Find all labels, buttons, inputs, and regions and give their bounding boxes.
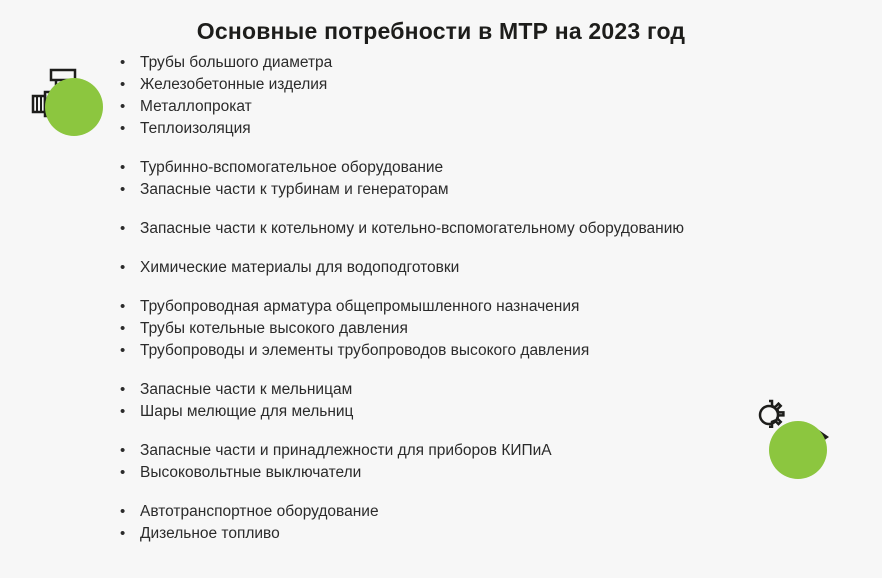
list-item-label: Шары мелющие для мельниц <box>140 403 354 420</box>
list-item-label: Автотранспортное оборудование <box>140 503 379 520</box>
bullet-marker: • <box>120 525 126 542</box>
bullet-marker: • <box>120 342 126 359</box>
bullet-marker: • <box>120 120 126 137</box>
bullet-marker: • <box>120 76 126 93</box>
list-item <box>112 157 872 178</box>
bullet-group <box>112 501 872 544</box>
list-item-label: Запасные части к котельному и котельно-вспомогательному оборудованию <box>140 220 685 237</box>
list-item-label: Запасные части и принадлежности для приборов КИПиА <box>140 442 552 459</box>
list-item <box>112 96 872 117</box>
bullet-marker: • <box>120 464 126 481</box>
list-item-label: Дизельное топливо <box>140 525 280 542</box>
list-item <box>112 523 872 544</box>
bullet-marker: • <box>120 298 126 315</box>
list-item-label: Трубы котельные высокого давления <box>140 320 408 337</box>
list-item <box>112 52 872 73</box>
bullet-marker: • <box>120 54 126 71</box>
bullet-group <box>112 157 872 200</box>
list-item <box>112 296 872 317</box>
bullet-list <box>112 52 872 562</box>
bullet-group <box>112 218 872 239</box>
pipe-icon-circle <box>45 78 103 136</box>
bullet-group <box>112 52 872 139</box>
list-item <box>112 179 872 200</box>
list-item <box>112 318 872 339</box>
list-item <box>112 340 872 361</box>
list-item-label: Металлопрокат <box>140 98 252 115</box>
bullet-group <box>112 296 872 361</box>
list-item-label: Трубопроводная арматура общепромышленного назначения <box>140 298 580 315</box>
gear-arrow-icon <box>745 393 841 483</box>
gear-icon-circle <box>769 421 827 479</box>
bullet-marker: • <box>120 259 126 276</box>
bullet-marker: • <box>120 403 126 420</box>
list-item-label: Высоковольтные выключатели <box>140 464 362 481</box>
bullet-marker: • <box>120 381 126 398</box>
list-item-label: Турбинно-вспомогательное оборудование <box>140 159 444 176</box>
list-item <box>112 218 872 239</box>
bullet-marker: • <box>120 503 126 520</box>
list-item <box>112 118 872 139</box>
bullet-marker: • <box>120 220 126 237</box>
bullet-group <box>112 257 872 278</box>
list-item <box>112 501 872 522</box>
page-title: Основные потребности в МТР на 2023 год <box>196 18 686 44</box>
bullet-marker: • <box>120 442 126 459</box>
list-item-label: Железобетонные изделия <box>140 76 328 93</box>
bullet-marker: • <box>120 159 126 176</box>
pipe-icon <box>25 66 109 138</box>
bullet-marker: • <box>120 320 126 337</box>
list-item-label: Теплоизоляция <box>140 120 251 137</box>
list-item-label: Трубы большого диаметра <box>140 54 333 71</box>
list-item-label: Трубопроводы и элементы трубопроводов высокого давления <box>140 342 590 359</box>
list-item-label: Химические материалы для водоподготовки <box>140 259 460 276</box>
bullet-marker: • <box>120 98 126 115</box>
list-item-label: Запасные части к мельницам <box>140 381 353 398</box>
list-item <box>112 257 872 278</box>
bullet-marker: • <box>120 181 126 198</box>
list-item <box>112 74 872 95</box>
list-item-label: Запасные части к турбинам и генераторам <box>140 181 449 198</box>
